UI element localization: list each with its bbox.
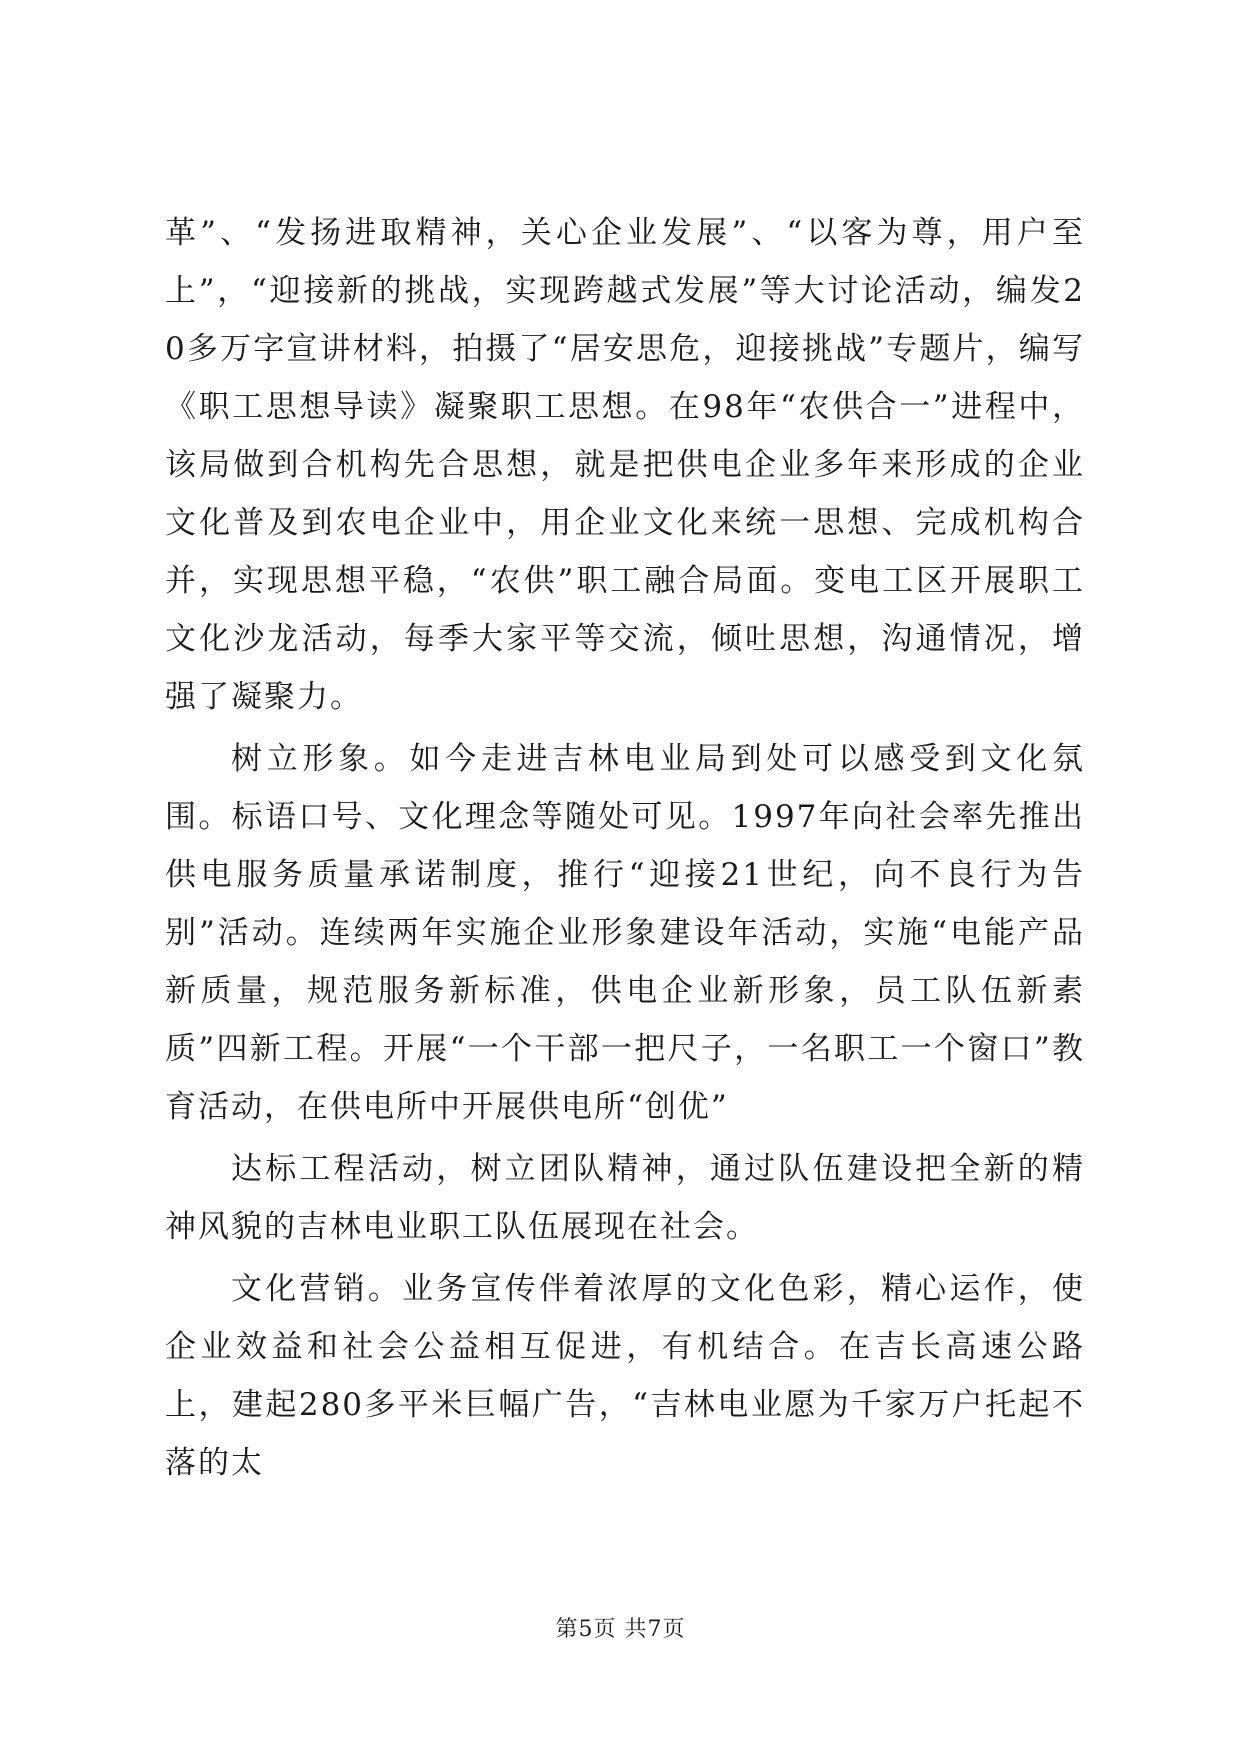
- document-body: [165, 204, 1085, 1492]
- paragraph-standard-project: 达标工程活动，树立团队精神，通过队伍建设把全新的精神风貌的吉林电业职工队伍展现在社会。: [165, 1151, 1085, 1245]
- page-number-footer: 第5页 共7页: [555, 1617, 686, 1642]
- paragraph-continuation: 革”、“发扬进取精神，关心企业发展”、“以客为尊，用户至上”，“迎接新的挑战，实现跨越式发展”等大讨论活动，编发20多万字宣讲材料，拍摄了“居安思危，迎接挑战”专题片，编写《职工思想导读》凝聚职工思想。在98年“农供合一”进程中，该局做到合机构先合思想，就是把供电企业多年来形成的企业文化普及到农电企业中，用企业文化来统一思想、完成机构合并，实现思想平稳，“农供”职工融合局面。变电工区开展职工文化沙龙活动，每季大家平等交流，倾吐思想，沟通情况，增强了凝聚力。: [165, 215, 1085, 715]
- paragraph-culture-marketing: 文化营销。业务宣传伴着浓厚的文化色彩，精心运作，使企业效益和社会公益相互促进，有机结合。在吉长高速公路上，建起280多平米巨幅广告，“吉林电业愿为千家万户托起不落的太: [165, 1271, 1085, 1481]
- paragraph-image-building: 树立形象。如今走进吉林电业局到处可以感受到文化氛围。标语口号、文化理念等随处可见。1997年向社会率先推出供电服务质量承诺制度，推行“迎接21世纪，向不良行为告别”活动。连续两年实施企业形象建设年活动，实施“电能产品新质量，规范服务新标准，供电企业新形象，员工队伍新素质”四新工程。开展“一个干部一把尺子，一名职工一个窗口”教育活动，在供电所中开展供电所“创优”: [165, 741, 1085, 1125]
